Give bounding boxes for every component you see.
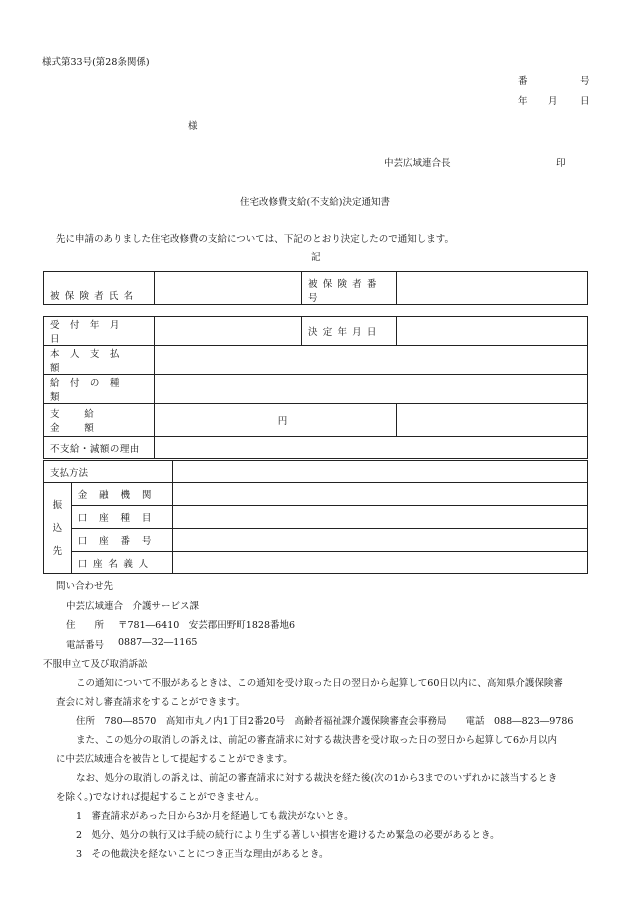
insured-name-label: 被保険者氏名: [44, 272, 155, 305]
insured-number-label: 被保険者番号: [302, 272, 397, 305]
appeal-item-3: 3 その他裁決を経ないことにつき正当な理由があるとき。: [76, 849, 329, 860]
yen-unit: 円: [277, 416, 288, 427]
benefit-amount-field[interactable]: [155, 404, 397, 437]
number-suffix: 号: [580, 76, 590, 87]
contact-office: 中芸広域連合 介護サービス課: [66, 601, 200, 612]
payment-amount-label: 本人支払額: [44, 346, 155, 375]
appeal-item-1: 1 審査請求があった日から3か月を経過しても裁決がないとき。: [76, 811, 354, 822]
number-label: 番: [518, 76, 528, 87]
bank-label: 金融機関: [71, 483, 172, 506]
appeal-p2-line2: に中芸広域連合を被告として提起することができます。: [56, 754, 293, 765]
appeal-p1-line2: 査会に対し審査請求をすることができます。: [56, 697, 246, 708]
received-date-field[interactable]: [155, 317, 302, 346]
account-number-field[interactable]: [173, 529, 588, 552]
issuer: 中芸広域連合長: [384, 158, 451, 169]
contact-phone-label: 電話番号: [66, 640, 105, 651]
intro-text: 先に申請のありました住宅改修費の支給については、下記のとおり決定したので通知します。: [56, 234, 455, 245]
document-title: 住宅改修費支給(不支給)決定通知書: [240, 197, 390, 208]
contact-address: 〒781―6410 安芸郡田野町1828番地6: [118, 620, 296, 631]
payment-method-label: 支払方法: [44, 461, 173, 483]
insured-number-field[interactable]: [397, 272, 588, 305]
reason-field[interactable]: [155, 437, 588, 459]
appeal-item-2: 2 処分、処分の執行又は手続の続行により生ずる著しい損害を避けるため緊急の必要があるとき。: [76, 830, 500, 841]
account-holder-label: 口座名義人: [71, 552, 172, 574]
appeal-heading: 不服申立て及び取消訴訟: [43, 659, 148, 670]
year-label: 年: [518, 96, 528, 107]
appeal-p1-line1: この通知について不服があるときは、この通知を受け取った日の翌日から起算して60日以内に、高知県介護保険審: [76, 678, 563, 689]
reason-label: 不支給・減額の理由: [44, 437, 155, 459]
contact-address-label: 住 所: [66, 620, 105, 631]
appeal-p3-line2: を除く。)でなければ提起することができません。: [56, 792, 265, 803]
benefit-type-field[interactable]: [155, 375, 588, 404]
bank-field[interactable]: [173, 483, 588, 506]
appeal-p2-line1: また、この処分の取消しの訴えは、前記の審査請求に対する裁決書を受け取った日の翌日から起算して6か月以内: [76, 735, 558, 746]
insured-name-field[interactable]: [155, 272, 302, 305]
decision-date-label: 決定年月日: [302, 317, 397, 346]
payment-amount-field[interactable]: [155, 346, 588, 375]
benefit-type-label: 給付の種類: [44, 375, 155, 404]
month-label: 月: [548, 96, 558, 107]
account-number-label: 口座番号: [71, 529, 172, 552]
benefit-amount-extra[interactable]: [397, 404, 588, 437]
form-number: 様式第33号(第28条関係): [42, 57, 150, 68]
decision-date-field[interactable]: [397, 317, 588, 346]
transfer-char-3: 先: [52, 545, 63, 557]
payment-method-field[interactable]: [173, 461, 588, 483]
appeal-p3-line1: なお、処分の取消しの訴えは、前記の審査請求に対する裁決を経た後(次の1から3までのいずれかに該当するとき: [76, 773, 558, 784]
decision-table: [43, 316, 588, 459]
contact-heading: 問い合わせ先: [56, 581, 114, 592]
addressee-suffix: 様: [188, 121, 198, 132]
transfer-label: [44, 483, 72, 574]
account-holder-field[interactable]: [173, 552, 588, 574]
transfer-char-1: 振: [52, 499, 63, 511]
insured-table: [43, 271, 588, 305]
received-date-label: 受付年月日: [44, 317, 155, 346]
benefit-amount-label: 支給金額: [44, 404, 155, 437]
seal-mark: 印: [556, 158, 566, 169]
payment-table: [43, 460, 588, 574]
day-label: 日: [580, 96, 590, 107]
account-type-label: 口座種目: [71, 506, 172, 529]
ki-label: 記: [311, 252, 321, 263]
account-type-field[interactable]: [173, 506, 588, 529]
appeal-address: 住所 780―8570 高知市丸ノ内1丁目2番20号 高齢者福祉課介護保険審査会事務局 電話 088―823―9786: [76, 716, 574, 727]
contact-phone: 0887―32―1165: [118, 637, 198, 648]
transfer-char-2: 込: [52, 522, 63, 534]
